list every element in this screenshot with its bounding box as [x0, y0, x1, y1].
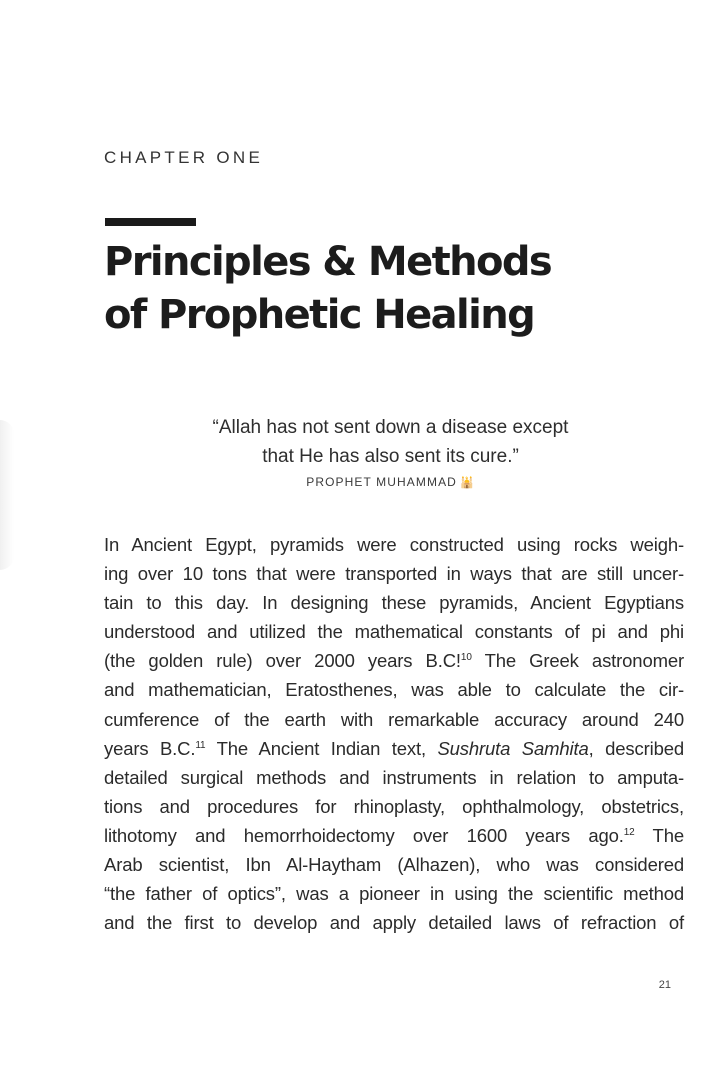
epigraph-attribution	[104, 475, 677, 489]
body-paragraph	[104, 530, 684, 937]
body-text-line: Arab scientist, Ibn Al-Haytham (Alhazen), who was considered	[104, 854, 684, 876]
body-text-line: years B.C.$^{11}$ The Ancient Indian text, Sushruta Samhita, described	[104, 737, 684, 759]
footnote-marker[interactable]: 11	[195, 739, 206, 751]
body-text-line: (the golden rule) over 2000 years B.C!$^{10}$ The Greek astronomer	[104, 650, 684, 672]
chapter-label: CHAPTER ONE	[104, 148, 264, 167]
body-text-line: tain to this day. In designing these pyramids, Ancient Egyptians	[104, 592, 684, 614]
chapter-title	[104, 236, 684, 342]
title-rule	[105, 218, 196, 226]
epigraph	[104, 413, 677, 489]
body-text-line: In Ancient Egypt, pyramids were constructed using rocks weigh-	[104, 534, 684, 555]
body-text-line: tions and procedures for rhinoplasty, ophthalmology, obstetrics,	[104, 795, 684, 817]
epigraph-quote-line: that He has also sent its cure.”	[262, 446, 519, 467]
body-text-line: “the father of optics”, was a pioneer in using the scientific method	[104, 883, 684, 905]
body-text-line: cumference of the earth with remarkable accuracy around 240	[104, 708, 684, 730]
page-edge-shadow	[0, 420, 14, 570]
body-text-line: understood and utilized the mathematical constants of pi and phi	[104, 621, 684, 643]
footnote-marker[interactable]: 12	[623, 826, 635, 838]
attribution-text: PROPHET MUHAMMAD	[306, 475, 457, 489]
chapter-title-line: of Prophetic Healing	[104, 292, 535, 338]
body-text-line: ing over 10 tons that were transported in ways that are still uncer-	[104, 563, 684, 585]
body-text-line: lithotomy and hemorrhoidectomy over 1600 years ago.$^{12}$ The	[104, 824, 684, 846]
epigraph-quote-line: “Allah has not sent down a disease except	[212, 417, 569, 438]
body-text-line: and the first to develop and apply detailed laws of refraction of	[104, 912, 684, 934]
page-number: 21	[658, 979, 671, 991]
body-text-line: and mathematician, Eratosthenes, was able to calculate the cir-	[104, 679, 684, 701]
chapter-title-line: Principles & Methods	[104, 239, 552, 285]
footnote-marker[interactable]: 10	[460, 652, 472, 664]
salawat-calligraphy-icon: 🕌	[459, 477, 475, 489]
book-title-italic: Sushruta Samhita	[437, 737, 589, 759]
body-text-line: detailed surgical methods and instruments in relation to amputa-	[104, 766, 684, 788]
